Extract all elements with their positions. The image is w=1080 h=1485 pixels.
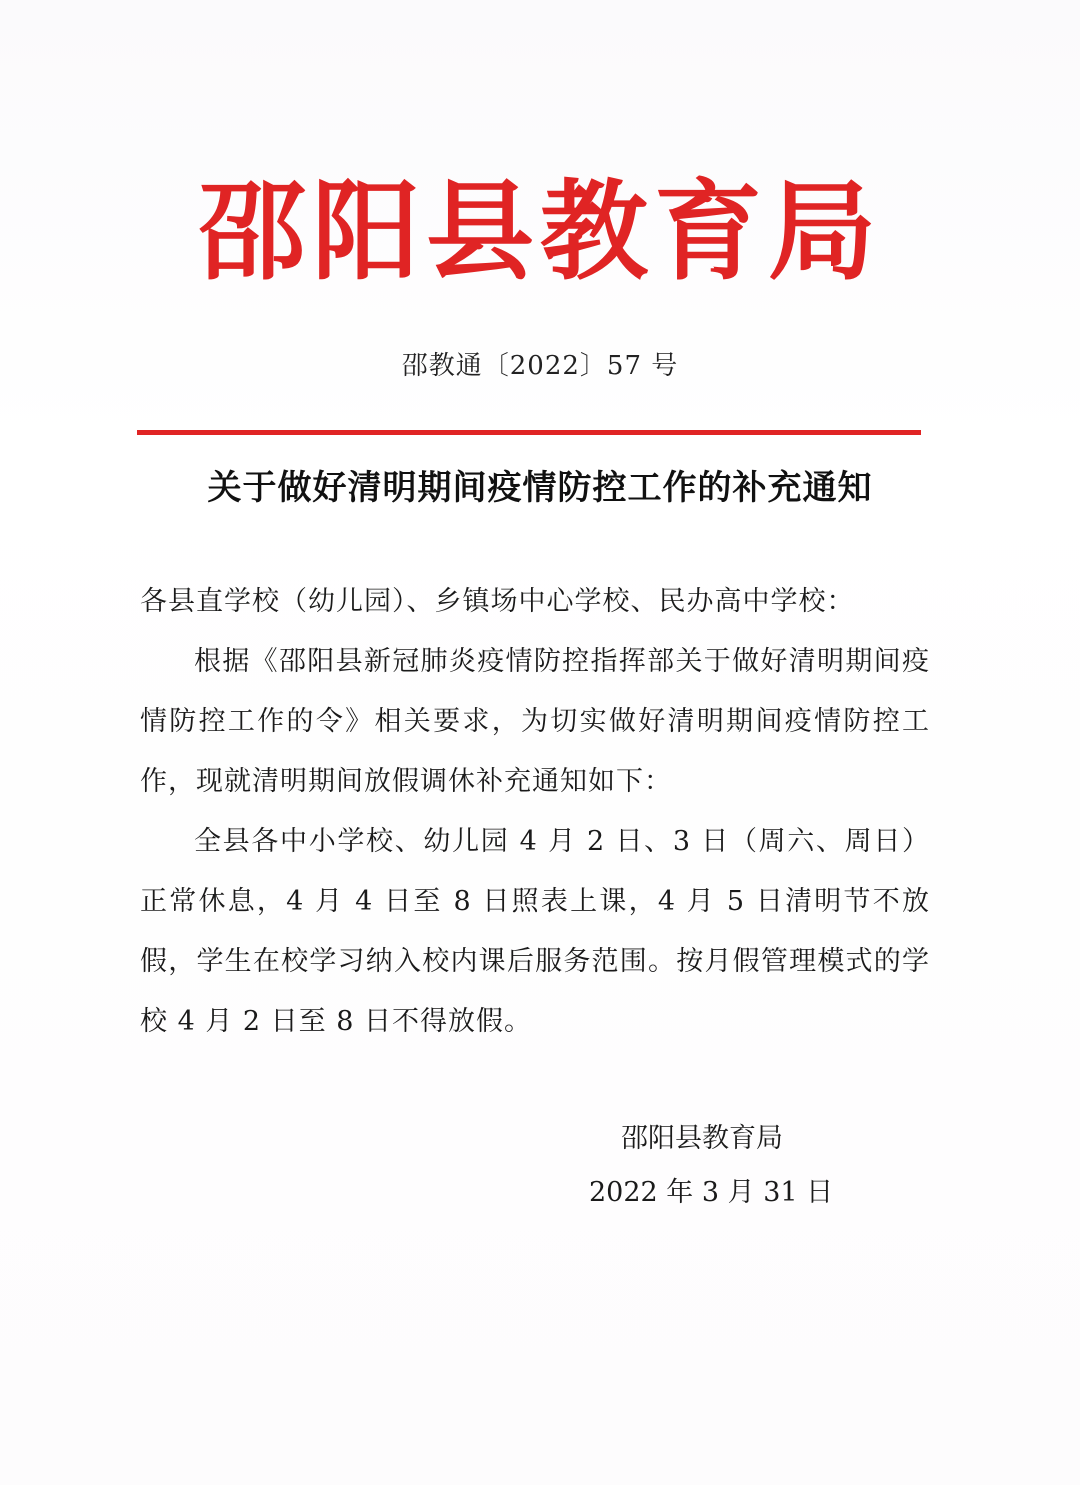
agency-letterhead: 邵阳县教育局 — [197, 169, 882, 295]
salutation: 各县直学校（幼儿园）、乡镇场中心学校、民办高中学校： — [140, 586, 855, 617]
document-number: 邵教通〔2022〕57 号 — [401, 351, 679, 381]
body-paragraph-1: 根据《邵阳县新冠肺炎疫情防控指挥部关于做好清明期间疫情防控工作的令》相关要求，为切实做好清明期间疫情防控工作，现就清明期间放假调休补充通知如下： — [140, 646, 930, 797]
signature-org: 邵阳县教育局 — [621, 1123, 783, 1154]
red-divider-line — [137, 430, 921, 435]
document-body — [140, 572, 930, 1052]
signature-date: 2022 年 3 月 31 日 — [589, 1177, 834, 1208]
document-title: 关于做好清明期间疫情防控工作的补充通知 — [207, 468, 873, 508]
body-paragraph-2: 全县各中小学校、幼儿园 4 月 2 日、3 日（周六、周日）正常休息，4 月 4 日至 8 日照表上课，4 月 5 日清明节不放假，学生在校学习纳入校内课后服务范围。按月假管理模式的学校 4 月 2 日至 8 日不得放假。 — [140, 826, 930, 1037]
